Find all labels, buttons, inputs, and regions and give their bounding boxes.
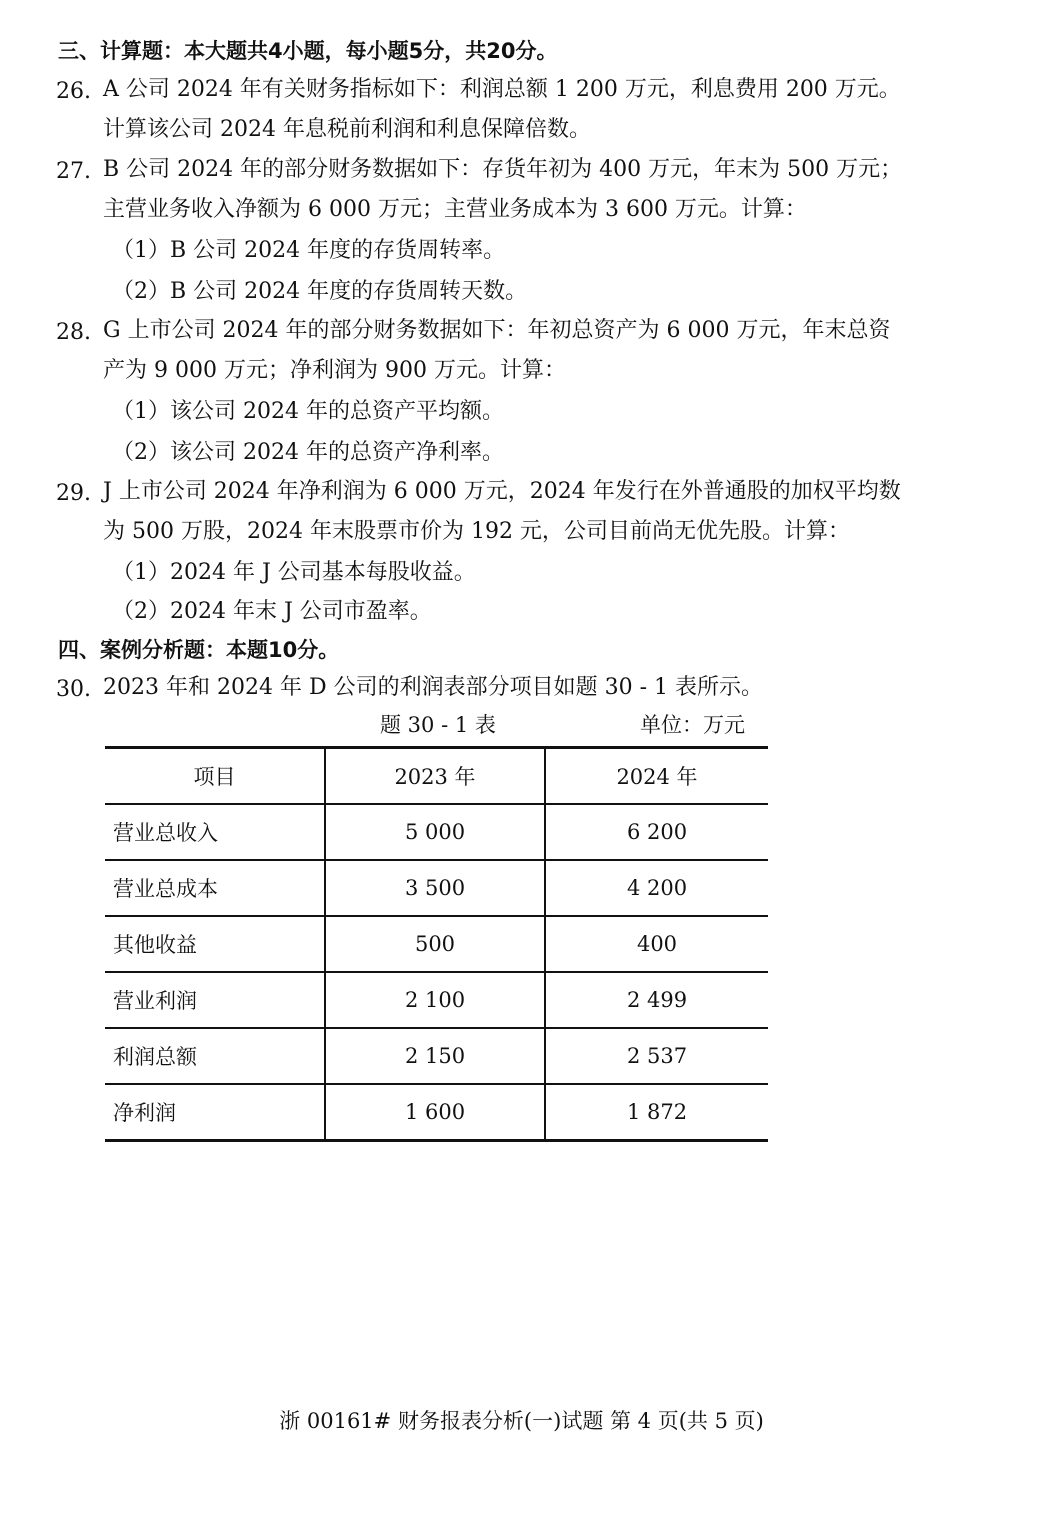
income-statement-table — [105, 746, 768, 1142]
cell-2024: 2 537 — [545, 1028, 768, 1084]
row-label: 营业利润 — [105, 972, 325, 1028]
cell-2024: 6 200 — [545, 804, 768, 860]
sub-question: （1）该公司 2024 年的总资产平均额。 — [112, 399, 504, 424]
page-footer: 浙 00161# 财务报表分析(一)试题 第 4 页(共 5 页) — [279, 1409, 764, 1433]
cell-2024: 400 — [545, 916, 768, 972]
sub-question: （2）B 公司 2024 年度的存货周转天数。 — [112, 279, 528, 304]
column-header-2024: 2024 年 — [545, 748, 768, 805]
section-3-heading: 三、计算题：本大题共4小题，每小题5分，共20分。 — [58, 39, 558, 63]
question-number: 26. — [56, 79, 91, 104]
table-row — [105, 972, 768, 1028]
sub-question: （2）2024 年末 J 公司市盈率。 — [112, 599, 432, 624]
table-caption: 题 30 - 1 表 — [380, 713, 496, 737]
table-row — [105, 860, 768, 916]
question-text-line: 为 500 万股，2024 年末股票市价为 192 元，公司目前尚无优先股。计算： — [103, 519, 850, 544]
question-number: 27. — [56, 159, 91, 184]
row-label: 净利润 — [105, 1084, 325, 1141]
cell-2024: 4 200 — [545, 860, 768, 916]
table-row — [105, 804, 768, 860]
table-row — [105, 1028, 768, 1084]
sub-question: （1）B 公司 2024 年度的存货周转率。 — [112, 238, 506, 263]
column-header-item: 项目 — [105, 748, 325, 805]
table-header-row — [105, 748, 768, 805]
question-text-line: 2023 年和 2024 年 D 公司的利润表部分项目如题 30 - 1 表所示。 — [103, 675, 763, 700]
row-label: 其他收益 — [105, 916, 325, 972]
cell-2023: 500 — [325, 916, 545, 972]
row-label: 营业总成本 — [105, 860, 325, 916]
question-number: 28. — [56, 320, 91, 345]
question-text-line: 主营业务收入净额为 6 000 万元；主营业务成本为 3 600 万元。计算： — [103, 197, 807, 222]
section-4-heading: 四、案例分析题：本题10分。 — [58, 638, 340, 662]
question-number: 29. — [56, 481, 91, 506]
question-text-line: B 公司 2024 年的部分财务数据如下：存货年初为 400 万元，年末为 500 万元； — [103, 157, 903, 182]
question-text-line: 产为 9 000 万元；净利润为 900 万元。计算： — [103, 358, 566, 383]
cell-2023: 2 100 — [325, 972, 545, 1028]
row-label: 营业总收入 — [105, 804, 325, 860]
cell-2023: 5 000 — [325, 804, 545, 860]
sub-question: （1）2024 年 J 公司基本每股收益。 — [112, 560, 476, 585]
question-text-line: A 公司 2024 年有关财务指标如下：利润总额 1 200 万元，利息费用 200 万元。 — [103, 77, 901, 102]
question-text-line: G 上市公司 2024 年的部分财务数据如下：年初总资产为 6 000 万元，年末总资 — [103, 318, 891, 343]
cell-2024: 2 499 — [545, 972, 768, 1028]
table-row — [105, 1084, 768, 1141]
cell-2023: 1 600 — [325, 1084, 545, 1141]
column-header-2023: 2023 年 — [325, 748, 545, 805]
row-label: 利润总额 — [105, 1028, 325, 1084]
cell-2024: 1 872 — [545, 1084, 768, 1141]
question-number: 30. — [56, 677, 91, 702]
cell-2023: 2 150 — [325, 1028, 545, 1084]
sub-question: （2）该公司 2024 年的总资产净利率。 — [112, 440, 504, 465]
table-unit: 单位：万元 — [640, 713, 745, 737]
table-row — [105, 916, 768, 972]
cell-2023: 3 500 — [325, 860, 545, 916]
question-text-line: J 上市公司 2024 年净利润为 6 000 万元，2024 年发行在外普通股的加权平均数 — [103, 479, 901, 504]
question-text-line: 计算该公司 2024 年息税前利润和利息保障倍数。 — [103, 117, 591, 142]
